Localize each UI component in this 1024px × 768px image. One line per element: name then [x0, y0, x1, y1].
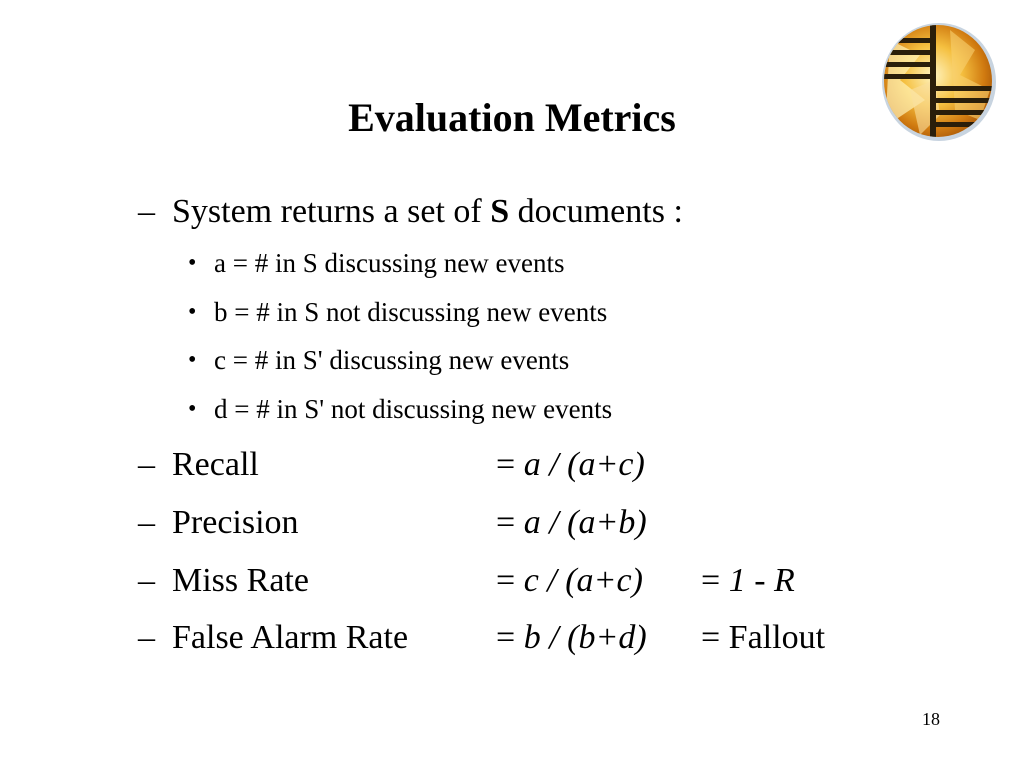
- metric-alt-formula: [701, 618, 825, 658]
- intro-text-after: documents :: [509, 193, 683, 230]
- dash-marker: –: [138, 193, 155, 230]
- formula-equals: =: [496, 562, 524, 599]
- formula-expression: a / (a+c): [523, 446, 645, 483]
- formula-expression: c / (a+c): [523, 562, 643, 599]
- metric-formula: [496, 445, 645, 485]
- bullet-text: a = # in S discussing new events: [214, 248, 565, 278]
- formula-expression: a / (a+b): [523, 504, 647, 541]
- metric-label: Miss Rate: [172, 562, 309, 599]
- bullet-marker: •: [188, 347, 197, 373]
- bullet-marker: •: [188, 299, 197, 325]
- bullet-text: c = # in S' discussing new events: [214, 345, 570, 375]
- formula-equals: =: [496, 619, 524, 656]
- dash-marker: –: [138, 562, 155, 599]
- intro-text-bold: S: [490, 193, 510, 230]
- formula-equals: =: [701, 562, 729, 599]
- formula-expression: 1 - R: [728, 562, 795, 599]
- formula-equals: =: [496, 446, 524, 483]
- metric-label: Recall: [172, 446, 259, 483]
- bullet-marker: •: [188, 250, 197, 276]
- dash-marker: –: [138, 619, 155, 656]
- bullet-marker: •: [188, 396, 197, 422]
- metric-label: Precision: [172, 504, 299, 541]
- formula-equals: =: [496, 504, 524, 541]
- metric-label: False Alarm Rate: [172, 619, 409, 656]
- bullet-text: b = # in S not discussing new events: [214, 297, 608, 327]
- slide-title: Evaluation Metrics: [348, 95, 676, 140]
- metric-formula: [496, 561, 643, 601]
- page-number: 18: [922, 709, 940, 729]
- dash-marker: –: [138, 446, 155, 483]
- intro-text: [172, 192, 683, 232]
- metric-alt-formula: [701, 561, 795, 601]
- dash-marker: –: [138, 504, 155, 541]
- intro-text-before: System returns a set of: [172, 193, 491, 230]
- metric-formula: [496, 503, 647, 543]
- bullet-text: d = # in S' not discussing new events: [214, 394, 613, 424]
- formula-expression: b / (b+d): [523, 619, 647, 656]
- metric-formula: [496, 618, 647, 658]
- formula-equals: = Fallout: [701, 619, 826, 656]
